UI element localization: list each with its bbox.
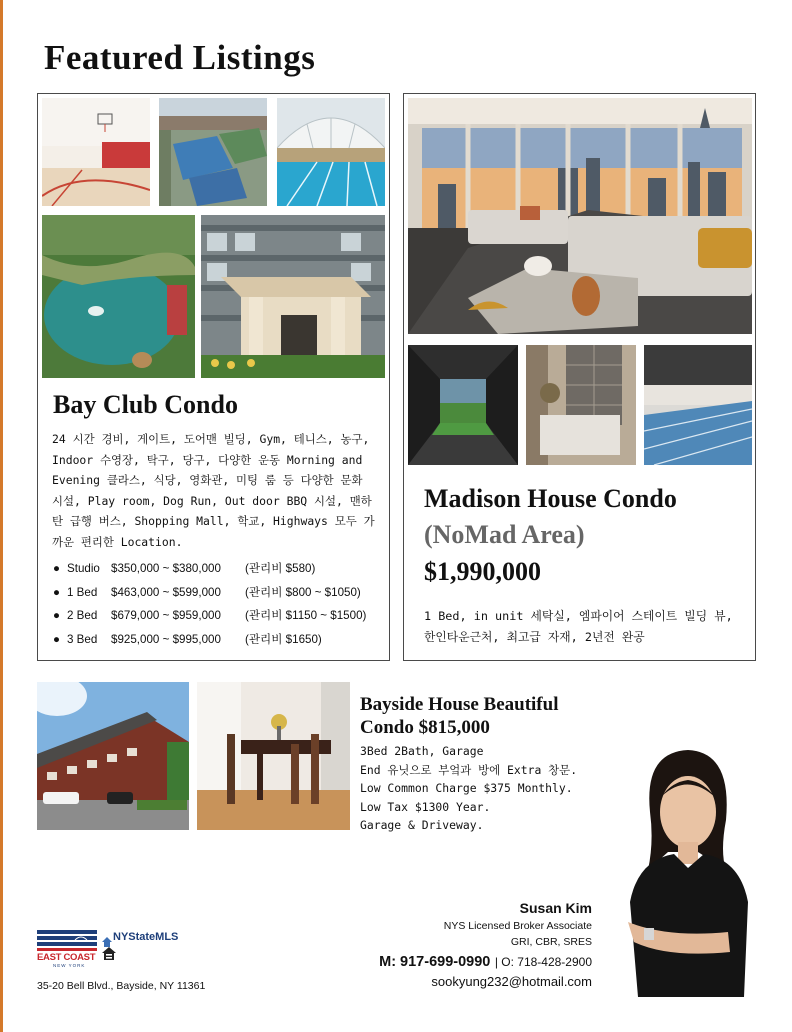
mls-logo-text (113, 931, 178, 943)
agent-name: Susan Kim (519, 900, 592, 916)
unit-price: $463,000 ~ $599,000 (111, 585, 221, 599)
bayside-line: 3Bed 2Bath, Garage (360, 744, 484, 758)
pond-fountain-photo (42, 215, 195, 378)
indoor-lap-pool-photo (644, 345, 752, 465)
unit-type: 2 Bed (67, 609, 98, 622)
townhouse-exterior-photo (37, 682, 189, 830)
madison-area: (NoMad Area) (424, 520, 585, 549)
bayside-title-line2: Condo $815,000 (360, 717, 490, 738)
unit-fee: (관리비 $800 ~ $1050) (245, 585, 361, 599)
unit-type: Studio (67, 562, 100, 575)
tennis-court-aerial-photo (159, 98, 267, 206)
bayside-description (360, 742, 577, 835)
unit-price: $350,000 ~ $380,000 (111, 562, 221, 575)
price-row: ● Studio $350,000 ~ $380,000 (관리비 $580) (53, 562, 316, 575)
unit-price: $925,000 ~ $995,000 (111, 632, 221, 646)
bayside-title-line1: Bayside House Beautiful (360, 694, 559, 715)
penthouse-living-room-photo (408, 98, 752, 334)
golf-simulator-photo (408, 345, 518, 465)
page-title: Featured Listings (44, 38, 316, 77)
dining-room-photo (197, 682, 350, 830)
bayside-line: Low Tax $1300 Year. (360, 799, 491, 814)
building-entrance-photo (201, 215, 385, 378)
bay-club-price-list (53, 560, 383, 654)
agent-portrait-photo (608, 742, 754, 997)
indoor-pool-photo (277, 98, 385, 206)
madison-panel (403, 93, 756, 661)
equal-housing-icon (102, 946, 116, 960)
east-coast-logo (37, 930, 97, 970)
price-row: ● 3 Bed $925,000 ~ $995,000 (관리비 $1650) (53, 632, 322, 646)
unit-fee: (관리비 $1150 ~ $1500) (245, 609, 367, 622)
agent-email[interactable]: sookyung232@hotmail.com (431, 974, 592, 989)
unit-type: 1 Bed (67, 585, 98, 599)
brokerage-address: 35-20 Bell Blvd., Bayside, NY 11361 (37, 980, 206, 992)
bay-club-description: 24 시간 경비, 게이트, 도어맨 빌딩, Gym, 테니스, 농구, Indoor 수영장, 탁구, 당구, 다양한 운동 Morning and Evening 클라스, 식당, 영화관, 미팅 룸 등 다양한 문화 시설, Play room, Dog Run, Out door BBQ 시설, 맨하탄 급행 버스, Shopping Mall, 학교, Highways 모두 가까운 편리한 Location. (52, 432, 375, 549)
mls-logo-label: NYStateMLS (113, 931, 179, 943)
bay-club-panel (37, 93, 390, 661)
agent-phone-line (379, 953, 592, 971)
bayside-line: Garage & Driveway. (360, 818, 484, 833)
east-coast-logo-sub: NEW YORK (53, 963, 86, 968)
agent-credentials: GRI, CBR, SRES (510, 936, 592, 948)
agent-office[interactable]: | O: 718-428-2900 (494, 955, 592, 969)
bayside-line: Low Common Charge $375 Monthly. (360, 781, 573, 796)
unit-type: 3 Bed (67, 632, 98, 646)
basketball-court-photo (42, 98, 150, 206)
madison-title: Madison House Condo (424, 484, 677, 513)
unit-fee: (관리비 $1650) (245, 632, 322, 646)
bayside-line: End 유닛으로 부엌과 방에 Extra 창문. (360, 762, 578, 777)
price-row: ● 1 Bed $463,000 ~ $599,000 (관리비 $800 ~ $1050) (53, 585, 361, 599)
madison-price: $1,990,000 (424, 557, 541, 586)
agent-title: NYS Licensed Broker Associate (443, 920, 592, 932)
page-edge-stripe (0, 0, 3, 1032)
price-row: ● 2 Bed $679,000 ~ $959,000 (관리비 $1150 ~ $1500) (53, 609, 367, 622)
agent-mobile[interactable]: M: 917-699-0990 (379, 954, 491, 970)
mls-house-icon (102, 932, 112, 942)
unit-fee: (관리비 $580) (245, 562, 316, 575)
madison-description: 1 Bed, in unit 세탁실, 엠파이어 스테이트 빌딩 뷰, 한인타운근처, 최고급 자재, 2년전 완공 (424, 609, 733, 644)
unit-price: $679,000 ~ $959,000 (111, 609, 221, 622)
bay-club-title: Bay Club Condo (53, 390, 238, 419)
lobby-reception-photo (526, 345, 636, 465)
east-coast-logo-text: EAST COAST (37, 952, 96, 963)
